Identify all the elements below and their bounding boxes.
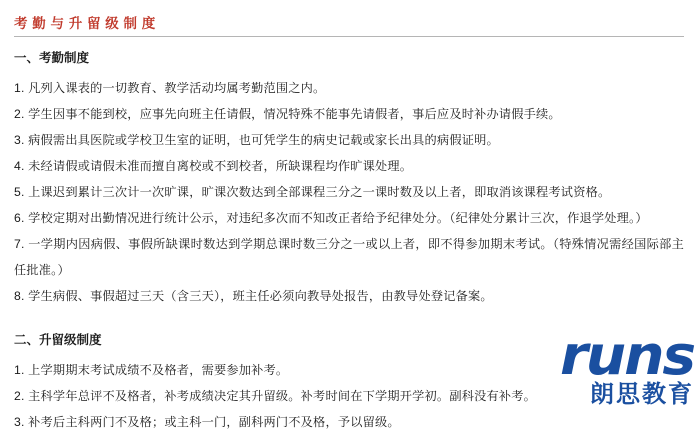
- paragraph: 3. 病假需出具医院或学校卫生室的证明，也可凭学生的病史记载或家长出具的病假证明。: [14, 133, 499, 147]
- paragraph: 5. 上课迟到累计三次计一次旷课，旷课次数达到全部课程三分之一课时数及以上者，即取消该课程考试资格。: [14, 185, 611, 199]
- section-heading-attendance: 一、考勤制度: [14, 51, 90, 65]
- paragraph: 8. 学生病假、事假超过三天（含三天），班主任必须向教导处报告，由教导处登记备案。: [14, 289, 493, 303]
- paragraph: 1. 凡列入课表的一切教育、教学活动均属考勤范围之内。: [14, 81, 326, 95]
- section-heading-promotion: 二、升留级制度: [14, 333, 102, 347]
- watermark-brand-cn: 朗思教育: [590, 381, 694, 408]
- paragraph: 6. 学校定期对出勤情况进行统计公示，对违纪多次而不知改正者给予纪律处分。（纪律处分累计三次，作退学处理。）: [14, 211, 648, 225]
- title-divider: [14, 36, 684, 37]
- paragraph: 4. 未经请假或请假未准而擅自离校或不到校者，所缺课程均作旷课处理。: [14, 159, 413, 173]
- paragraph: 2. 主科学年总评不及格者，补考成绩决定其升留级。补考时间在下学期开学初。副科没有补考。: [14, 389, 537, 403]
- page-title: 考 勤 与 升 留 级 制 度: [14, 16, 156, 31]
- section-attendance: [14, 47, 684, 309]
- section-promotion: [14, 329, 684, 435]
- paragraph: 2. 学生因事不能到校，应事先向班主任请假，情况特殊不能事先请假者，事后应及时补办请假手续。: [14, 107, 561, 121]
- paragraph: 1. 上学期期末考试成绩不及格者，需要参加补考。: [14, 363, 289, 377]
- watermark-brand: runs: [559, 324, 694, 387]
- paragraph: 3. 补考后主科两门不及格；或主科一门，副科两门不及格，予以留级。: [14, 415, 400, 429]
- paragraph: 7. 一学期内因病假、事假所缺课时数达到学期总课时数三分之一或以上者，即不得参加期末考试。（特殊情况需经国际部主任批准。）: [14, 237, 684, 277]
